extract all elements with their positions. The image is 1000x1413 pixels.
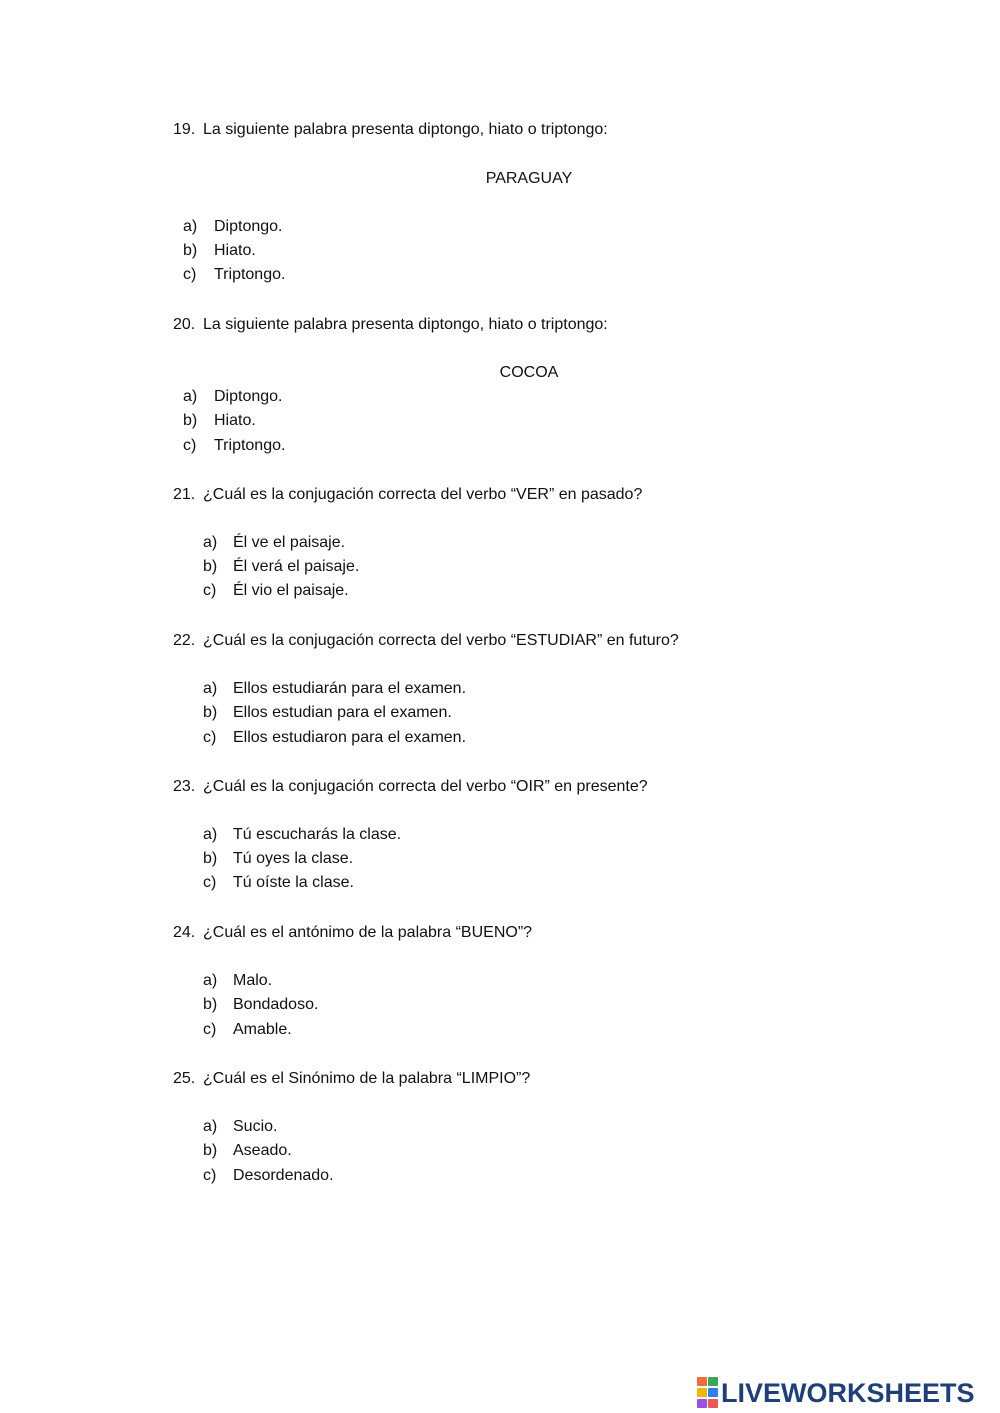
option-text: Hiato. — [214, 242, 256, 259]
option-letter: b) — [183, 412, 198, 429]
question-number: 22. — [173, 632, 196, 649]
option-text: Amable. — [233, 1021, 292, 1038]
option-text: Hiato. — [214, 412, 256, 429]
option-text: Desordenado. — [233, 1167, 334, 1184]
option-letter: b) — [203, 704, 218, 721]
option-text: Triptongo. — [214, 266, 286, 283]
question-number: 19. — [173, 121, 196, 138]
question-number: 20. — [173, 316, 196, 333]
question-number: 24. — [173, 924, 196, 941]
option-letter: b) — [203, 996, 218, 1013]
option-letter: a) — [203, 534, 218, 551]
option-letter: c) — [203, 1021, 217, 1038]
option-text: Ellos estudiarán para el examen. — [233, 680, 467, 697]
question-number: 21. — [173, 486, 196, 503]
option-letter: b) — [183, 242, 198, 259]
option-text: Él vio el paisaje. — [233, 582, 349, 599]
option-text: Sucio. — [233, 1118, 278, 1135]
question-word: PARAGUAY — [485, 170, 573, 187]
option-text: Malo. — [233, 972, 273, 989]
option-text: Diptongo. — [214, 218, 283, 235]
question-number: 25. — [173, 1070, 196, 1087]
option-letter: c) — [183, 437, 197, 454]
option-letter: a) — [183, 388, 198, 405]
question-text: La siguiente palabra presenta diptongo, hiato o triptongo: — [203, 316, 608, 333]
option-letter: a) — [183, 218, 198, 235]
question-text: La siguiente palabra presenta diptongo, hiato o triptongo: — [203, 121, 608, 138]
option-text: Ellos estudiaron para el examen. — [233, 729, 467, 746]
option-letter: c) — [203, 1167, 217, 1184]
option-letter: b) — [203, 1142, 218, 1159]
question-text: ¿Cuál es el Sinónimo de la palabra “LIMPIO”? — [203, 1070, 531, 1087]
option-letter: a) — [203, 680, 218, 697]
option-letter: c) — [203, 582, 217, 599]
option-text: Él ve el paisaje. — [233, 534, 346, 551]
logo-text: LIVEWORKSHEETS — [721, 1377, 975, 1408]
question-text: ¿Cuál es la conjugación correcta del verbo “OIR” en presente? — [203, 778, 648, 795]
option-text: Tú oíste la clase. — [233, 874, 354, 891]
option-text: Aseado. — [233, 1142, 292, 1159]
question-text: ¿Cuál es el antónimo de la palabra “BUENO”? — [203, 924, 533, 941]
option-text: Ellos estudian para el examen. — [233, 704, 452, 721]
option-letter: a) — [203, 972, 218, 989]
liveworksheets-logo[interactable] — [697, 1378, 975, 1408]
option-letter: b) — [203, 850, 218, 867]
option-text: Bondadoso. — [233, 996, 319, 1013]
option-text: Él verá el paisaje. — [233, 558, 360, 575]
option-letter: a) — [203, 1118, 218, 1135]
option-text: Tú oyes la clase. — [233, 850, 354, 867]
option-text: Triptongo. — [214, 437, 286, 454]
option-letter: c) — [183, 266, 197, 283]
option-letter: b) — [203, 558, 218, 575]
question-word: COCOA — [499, 364, 559, 381]
option-letter: c) — [203, 729, 217, 746]
option-letter: a) — [203, 826, 218, 843]
option-letter: c) — [203, 874, 217, 891]
option-text: Diptongo. — [214, 388, 283, 405]
question-text: ¿Cuál es la conjugación correcta del verbo “VER” en pasado? — [203, 486, 643, 503]
question-number: 23. — [173, 778, 196, 795]
question-text: ¿Cuál es la conjugación correcta del verbo “ESTUDIAR” en futuro? — [203, 632, 679, 649]
logo-mark-icon — [697, 1377, 718, 1409]
option-text: Tú escucharás la clase. — [233, 826, 402, 843]
